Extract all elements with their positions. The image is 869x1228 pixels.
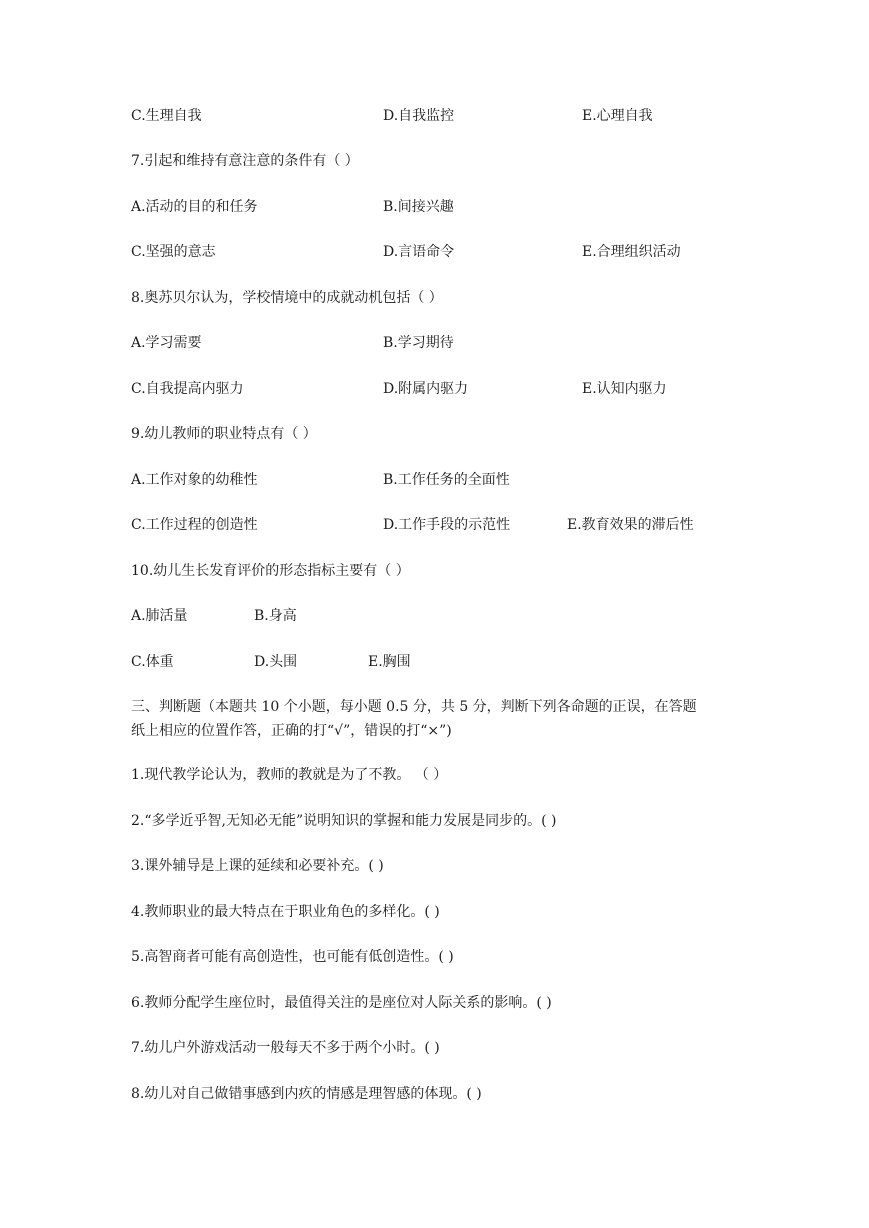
- q7-option-d: D.言语命令: [383, 244, 455, 260]
- judge-item-6: 6.教师分配学生座位时，最值得关注的是座位对人际关系的影响。( ): [131, 995, 552, 1011]
- q7-stem: 7.引起和维持有意注意的条件有（ ）: [131, 153, 359, 169]
- q9-option-a: A.工作对象的幼稚性: [131, 472, 258, 488]
- q7-option-a: A.活动的目的和任务: [131, 199, 258, 215]
- q9-option-c: C.工作过程的创造性: [131, 517, 258, 533]
- q8-option-a: A.学习需要: [131, 335, 202, 351]
- judge-item-5: 5.高智商者可能有高创造性，也可能有低创造性。( ): [131, 949, 454, 965]
- q10-option-a: A.肺活量: [131, 608, 188, 624]
- q6-option-d: D.自我监控: [383, 108, 455, 124]
- q7-option-b: B.间接兴趣: [383, 199, 454, 215]
- judge-item-8: 8.幼儿对自己做错事感到内疚的情感是理智感的体现。( ): [131, 1086, 482, 1102]
- q6-option-c: C.生理自我: [131, 108, 202, 124]
- q10-stem: 10.幼儿生长发育评价的形态指标主要有（ ）: [131, 563, 410, 579]
- section3-heading-line2: 纸上相应的位置作答，正确的打“√”，错误的打“×”): [131, 723, 452, 739]
- q9-option-d: D.工作手段的示范性: [383, 517, 511, 533]
- judge-item-3: 3.课外辅导是上课的延续和必要补充。( ): [131, 858, 384, 874]
- q10-option-c: C.体重: [131, 654, 174, 670]
- q6-option-e: E.心理自我: [582, 108, 653, 124]
- judge-item-2: 2.“多学近乎智,无知必无能”说明知识的掌握和能力发展是同步的。( ): [131, 813, 557, 829]
- q8-option-e: E.认知内驱力: [582, 381, 667, 397]
- q10-option-e: E.胸围: [368, 654, 411, 670]
- q10-option-b: B.身高: [254, 608, 297, 624]
- judge-item-4: 4.教师职业的最大特点在于职业角色的多样化。( ): [131, 904, 440, 920]
- q9-stem: 9.幼儿教师的职业特点有（ ）: [131, 426, 317, 442]
- judge-item-7: 7.幼儿户外游戏活动一般每天不多于两个小时。( ): [131, 1040, 440, 1056]
- q8-option-b: B.学习期待: [383, 335, 454, 351]
- q10-option-d: D.头围: [254, 654, 298, 670]
- q7-option-e: E.合理组织活动: [582, 244, 681, 260]
- q8-option-c: C.自我提高内驱力: [131, 381, 244, 397]
- q7-option-c: C.坚强的意志: [131, 244, 216, 260]
- section3-heading-line1: 三、判断题（本题共 10 个小题，每小题 0.5 分，共 5 分，判断下列各命题的正误，在答题: [131, 699, 697, 715]
- q8-stem: 8.奥苏贝尔认为，学校情境中的成就动机包括（ ）: [131, 290, 443, 306]
- judge-item-1: 1.现代教学论认为，教师的教就是为了不教。 （ ）: [131, 767, 448, 783]
- q8-option-d: D.附属内驱力: [383, 381, 469, 397]
- q9-option-e: E.教育效果的滞后性: [567, 517, 694, 533]
- q9-option-b: B.工作任务的全面性: [383, 472, 510, 488]
